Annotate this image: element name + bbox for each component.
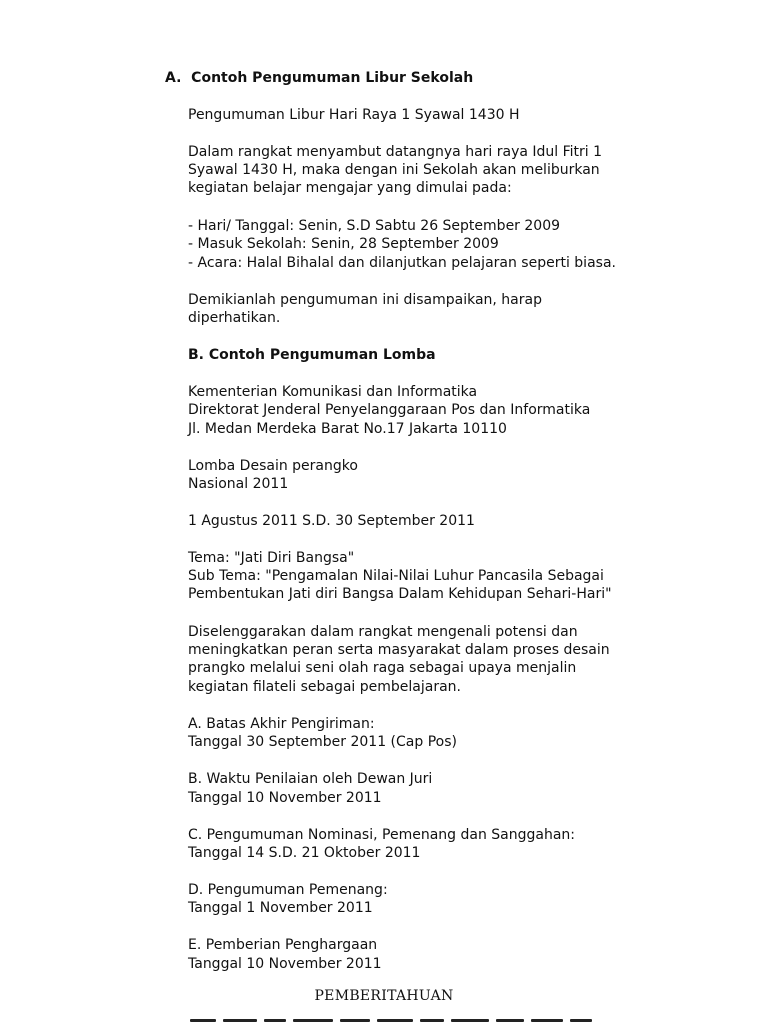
schedule-label: C. Pengumuman Nominasi, Pemenang dan Sanggahan: (188, 827, 576, 843)
schedule-date: Tanggal 10 November 2011 (188, 790, 382, 806)
theme-line: Pembentukan Jati diri Bangsa Dalam Kehidupan Sehari-Hari" (188, 586, 612, 602)
schedule-date: Tanggal 10 November 2011 (188, 956, 382, 972)
organization-line: Kementerian Komunikasi dan Informatika (188, 384, 478, 400)
section-a-closing-line: Demikianlah pengumuman ini disampaikan, harap (188, 292, 542, 308)
schedule-date: Tanggal 30 September 2011 (Cap Pos) (188, 734, 457, 750)
section-a-list-item: - Acara: Halal Bihalal dan dilanjutkan pelajaran seperti biasa. (188, 255, 616, 271)
schedule-label: A. Batas Akhir Pengiriman: (188, 716, 375, 732)
schedule-label: D. Pengumuman Pemenang: (188, 882, 388, 898)
theme-line: Tema: "Jati Diri Bangsa" (188, 550, 355, 566)
section-a-closing-line: diperhatikan. (188, 310, 281, 326)
section-a-intro-line: kegiatan belajar mengajar yang dimulai pada: (188, 180, 512, 196)
section-a-title: Contoh Pengumuman Libur Sekolah (191, 70, 474, 86)
organization-line: Direktorat Jenderal Penyelanggaraan Pos dan Informatika (188, 402, 591, 418)
event-line: Nasional 2011 (188, 476, 289, 492)
schedule-date: Tanggal 14 S.D. 21 Oktober 2011 (188, 845, 421, 861)
section-a-intro-line: Syawal 1430 H, maka dengan ini Sekolah akan meliburkan (188, 162, 600, 178)
section-a-list-item: - Masuk Sekolah: Senin, 28 September 2009 (188, 236, 499, 252)
event-line: Lomba Desain perangko (188, 458, 358, 474)
event-period: 1 Agustus 2011 S.D. 30 September 2011 (188, 513, 475, 529)
cropped-text-line (190, 1019, 610, 1024)
theme-line: Sub Tema: "Pengamalan Nilai-Nilai Luhur Pancasila Sebagai (188, 568, 604, 584)
section-a-subtitle: Pengumuman Libur Hari Raya 1 Syawal 1430 H (188, 107, 520, 123)
section-a-intro-line: Dalam rangkat menyambut datangnya hari raya Idul Fitri 1 (188, 144, 603, 160)
section-a-heading (165, 69, 473, 87)
section-a-list-item: - Hari/ Tanggal: Senin, S.D Sabtu 26 September 2009 (188, 218, 561, 234)
section-b-title: B. Contoh Pengumuman Lomba (188, 347, 436, 363)
footer-title: PEMBERITAHUAN (314, 988, 454, 1004)
schedule-label: B. Waktu Penilaian oleh Dewan Juri (188, 771, 433, 787)
schedule-label: E. Pemberian Penghargaan (188, 937, 378, 953)
organization-line: Jl. Medan Merdeka Barat No.17 Jakarta 10110 (188, 421, 507, 437)
schedule-date: Tanggal 1 November 2011 (188, 900, 373, 916)
section-a-marker: A. (165, 70, 182, 86)
description-line: kegiatan filateli sebagai pembelajaran. (188, 679, 461, 695)
description-line: Diselenggarakan dalam rangkat mengenali potensi dan (188, 624, 578, 640)
description-line: prangko melalui seni olah raga sebagai upaya menjalin (188, 660, 577, 676)
description-line: meningkatkan peran serta masyarakat dalam proses desain (188, 642, 610, 658)
